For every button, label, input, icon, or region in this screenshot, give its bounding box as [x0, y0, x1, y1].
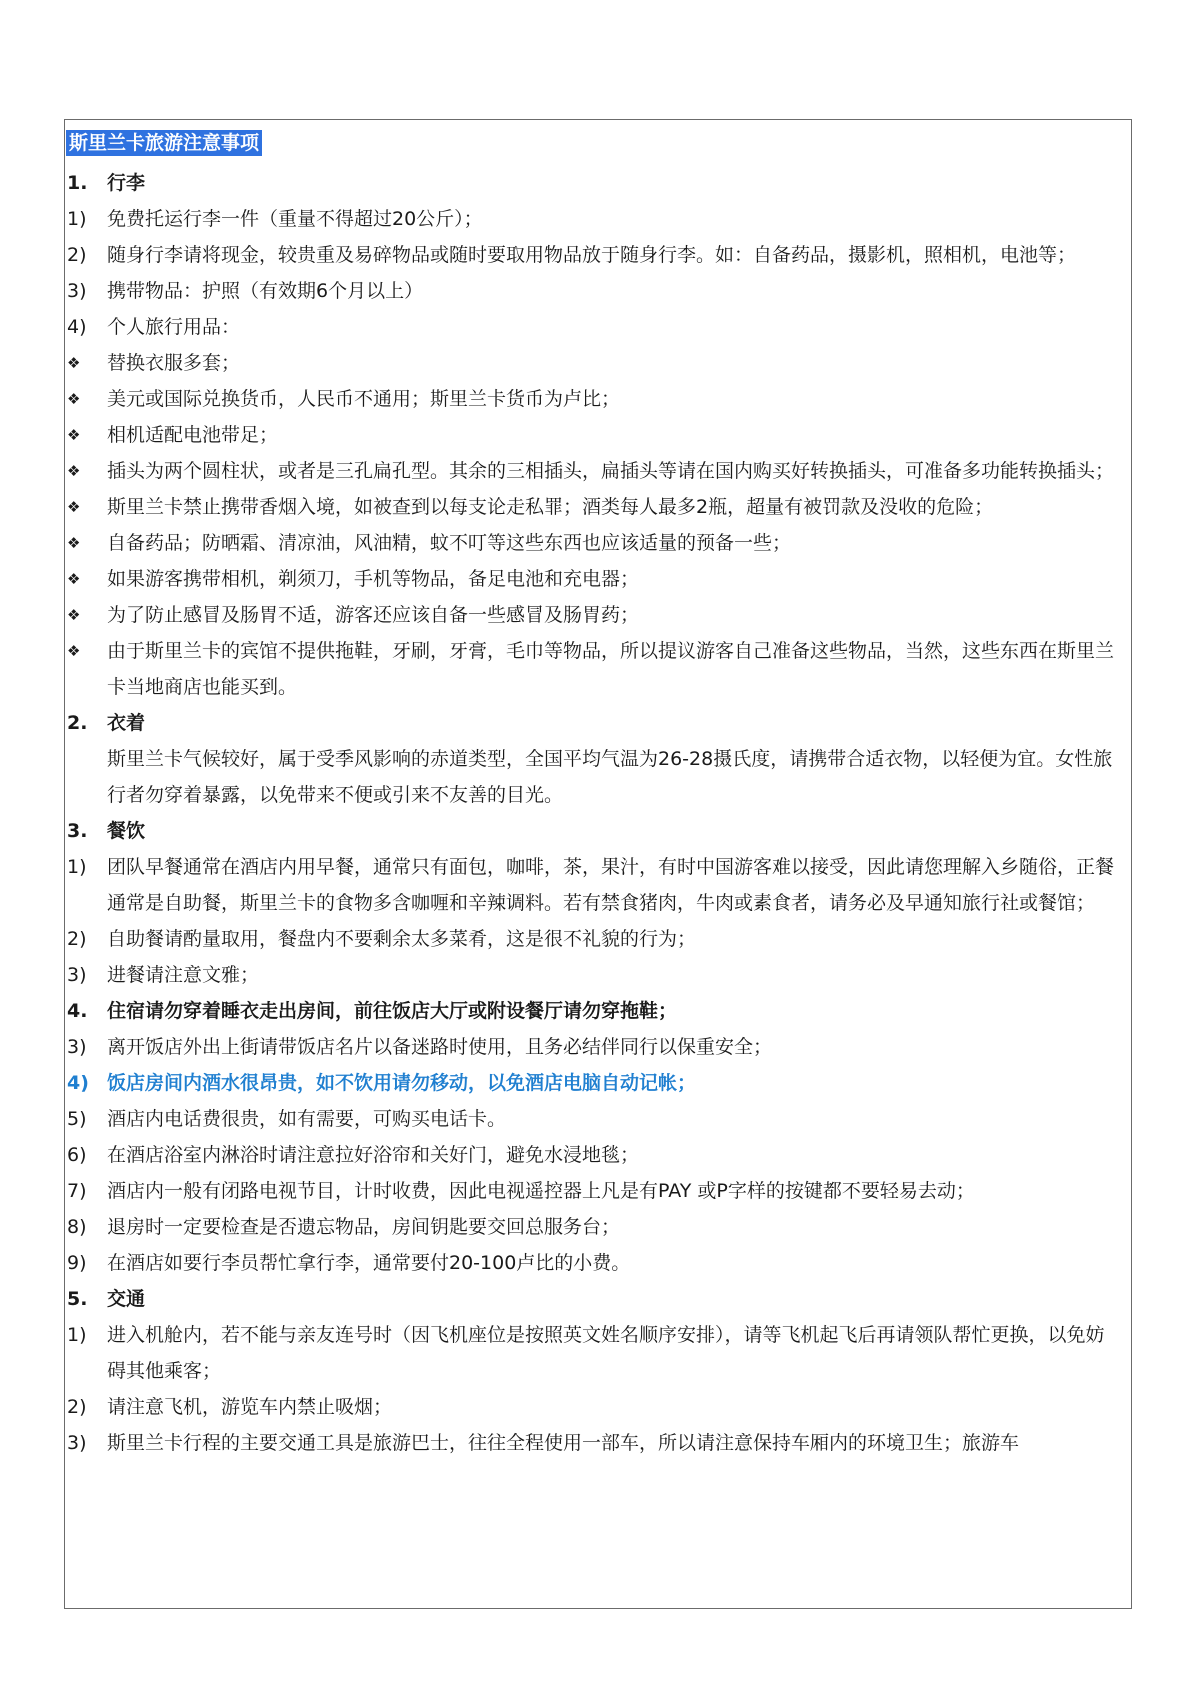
- list-item: [65, 597, 1131, 633]
- item-text: 由于斯里兰卡的宾馆不提供拖鞋，牙刷，牙膏，毛巾等物品，所以提议游客自己准备这些物品，当然，这些东西在斯里兰卡当地商店也能买到。: [107, 640, 1115, 698]
- item-marker: 3): [67, 964, 87, 986]
- item-text: 个人旅行用品：: [107, 316, 241, 338]
- document-frame: [64, 119, 1132, 1609]
- item-marker: 9): [67, 1252, 87, 1274]
- item-marker: 4): [67, 1072, 89, 1094]
- list-item: [65, 525, 1131, 561]
- document-content: [65, 130, 1131, 1461]
- diamond-bullet-icon: ❖: [67, 534, 81, 552]
- item-marker: 2): [67, 244, 87, 266]
- item-marker: 2): [67, 1396, 87, 1418]
- item-text: 餐饮: [107, 820, 146, 842]
- item-marker: 2.: [67, 712, 88, 734]
- diamond-bullet-icon: ❖: [67, 354, 81, 372]
- item-text: 衣着: [107, 712, 146, 734]
- item-marker: 5): [67, 1108, 87, 1130]
- item-text: 饭店房间内酒水很昂贵，如不饮用请勿移动，以免酒店电脑自动记帐；: [107, 1072, 697, 1094]
- item-marker: 3): [67, 1036, 87, 1058]
- list-item: [65, 1425, 1131, 1461]
- diamond-bullet-icon: ❖: [67, 498, 81, 516]
- list-item: [65, 273, 1131, 309]
- list-item: [65, 1209, 1131, 1245]
- list-item: [65, 1101, 1131, 1137]
- section-heading: [65, 813, 1131, 849]
- item-text: 斯里兰卡禁止携带香烟入境，如被查到以每支论走私罪；酒类每人最多2瓶，超量有被罚款及没收的危险；: [107, 496, 994, 518]
- section-heading: [65, 705, 1131, 741]
- item-marker: 3): [67, 280, 87, 302]
- item-text: 行李: [107, 172, 146, 194]
- item-text: 团队早餐通常在酒店内用早餐，通常只有面包，咖啡，茶，果汁，有时中国游客难以接受，因此请您理解入乡随俗，正餐通常是自助餐，斯里兰卡的食物多含咖喱和辛辣调料。若有禁食猪肉，牛肉或素食者，请务必及早通知旅行社或餐馆；: [107, 856, 1115, 914]
- diamond-bullet-icon: ❖: [67, 462, 81, 480]
- item-text: 相机适配电池带足；: [107, 424, 279, 446]
- item-text: 如果游客携带相机，剃须刀，手机等物品，备足电池和充电器；: [107, 568, 640, 590]
- item-text: 插头为两个圆柱状，或者是三孔扁孔型。其余的三相插头，扁插头等请在国内购买好转换插头，可准备多功能转换插头；: [107, 460, 1115, 482]
- item-text: 住宿请勿穿着睡衣走出房间，前往饭店大厅或附设餐厅请勿穿拖鞋；: [107, 1000, 678, 1022]
- list-item: [65, 957, 1131, 993]
- item-marker: 7): [67, 1180, 87, 1202]
- diamond-bullet-icon: ❖: [67, 570, 81, 588]
- item-text: 请注意飞机，游览车内禁止吸烟；: [107, 1396, 393, 1418]
- list-item: [65, 1245, 1131, 1281]
- item-text: 自备药品；防晒霜、清凉油，风油精，蚊不叮等这些东西也应该适量的预备一些；: [107, 532, 792, 554]
- item-text: 酒店内一般有闭路电视节目，计时收费，因此电视遥控器上凡是有PAY 或P字样的按键都不要轻易去动；: [107, 1180, 975, 1202]
- list-item: [65, 1065, 1131, 1101]
- item-text: 退房时一定要检查是否遗忘物品，房间钥匙要交回总服务台；: [107, 1216, 621, 1238]
- list-item: [65, 453, 1131, 489]
- list-item: [65, 921, 1131, 957]
- list-item: [65, 309, 1131, 345]
- section-heading: [65, 165, 1131, 201]
- list-item: [65, 237, 1131, 273]
- list-item: [65, 633, 1131, 705]
- list-item: [65, 1317, 1131, 1389]
- item-text: 美元或国际兑换货币，人民币不通用；斯里兰卡货币为卢比；: [107, 388, 621, 410]
- item-marker: 1): [67, 208, 87, 230]
- section-heading: [65, 993, 1131, 1029]
- diamond-bullet-icon: ❖: [67, 390, 81, 408]
- item-text: 斯里兰卡气候较好，属于受季风影响的赤道类型，全国平均气温为26-28摄氏度，请携带合适衣物，以轻便为宜。女性旅行者勿穿着暴露，以免带来不便或引来不友善的目光。: [107, 748, 1113, 806]
- item-marker: 3.: [67, 820, 88, 842]
- list-item: [65, 417, 1131, 453]
- document-title: 斯里兰卡旅游注意事项: [66, 130, 262, 156]
- item-marker: 4.: [67, 1000, 88, 1022]
- diamond-bullet-icon: ❖: [67, 426, 81, 444]
- item-text: 斯里兰卡行程的主要交通工具是旅游巴士，往往全程使用一部车，所以请注意保持车厢内的环境卫生；旅游车: [107, 1432, 1020, 1454]
- diamond-bullet-icon: ❖: [67, 642, 81, 660]
- item-marker: 8): [67, 1216, 87, 1238]
- list-item: [65, 345, 1131, 381]
- item-text: 进餐请注意文雅；: [107, 964, 260, 986]
- item-marker: 4): [67, 316, 87, 338]
- item-marker: 5.: [67, 1288, 88, 1310]
- item-text: 自助餐请酌量取用，餐盘内不要剩余太多菜肴，这是很不礼貌的行为；: [107, 928, 697, 950]
- item-text: 携带物品：护照（有效期6个月以上）: [107, 280, 424, 302]
- item-marker: 1.: [67, 172, 88, 194]
- diamond-bullet-icon: ❖: [67, 606, 81, 624]
- list-item: [65, 489, 1131, 525]
- list-item: [65, 741, 1131, 813]
- list-item: [65, 1173, 1131, 1209]
- item-text: 免费托运行李一件（重量不得超过20公斤）；: [107, 208, 483, 230]
- item-text: 离开饭店外出上街请带饭店名片以备迷路时使用，且务必结伴同行以保重安全；: [107, 1036, 773, 1058]
- item-marker: 2): [67, 928, 87, 950]
- item-text: 随身行李请将现金，较贵重及易碎物品或随时要取用物品放于随身行李。如：自备药品，摄影机，照相机，电池等；: [107, 244, 1077, 266]
- list-item: [65, 849, 1131, 921]
- item-text: 交通: [107, 1288, 146, 1310]
- item-text: 进入机舱内，若不能与亲友连号时（因飞机座位是按照英文姓名顺序安排），请等飞机起飞后再请领队帮忙更换，以免妨碍其他乘客；: [107, 1324, 1105, 1382]
- item-text: 替换衣服多套；: [107, 352, 241, 374]
- list-item: [65, 1029, 1131, 1065]
- list-item: [65, 201, 1131, 237]
- item-text: 酒店内电话费很贵，如有需要，可购买电话卡。: [107, 1108, 507, 1130]
- item-marker: 6): [67, 1144, 87, 1166]
- item-marker: 1): [67, 856, 87, 878]
- section-heading: [65, 1281, 1131, 1317]
- item-text: 在酒店浴室内淋浴时请注意拉好浴帘和关好门，避免水浸地毯；: [107, 1144, 640, 1166]
- item-marker: 3): [67, 1432, 87, 1454]
- item-marker: 1): [67, 1324, 87, 1346]
- item-text: 为了防止感冒及肠胃不适，游客还应该自备一些感冒及肠胃药；: [107, 604, 640, 626]
- item-text: 在酒店如要行李员帮忙拿行李，通常要付20-100卢比的小费。: [107, 1252, 631, 1274]
- item-list: [65, 165, 1131, 1461]
- list-item: [65, 561, 1131, 597]
- list-item: [65, 1389, 1131, 1425]
- list-item: [65, 381, 1131, 417]
- list-item: [65, 1137, 1131, 1173]
